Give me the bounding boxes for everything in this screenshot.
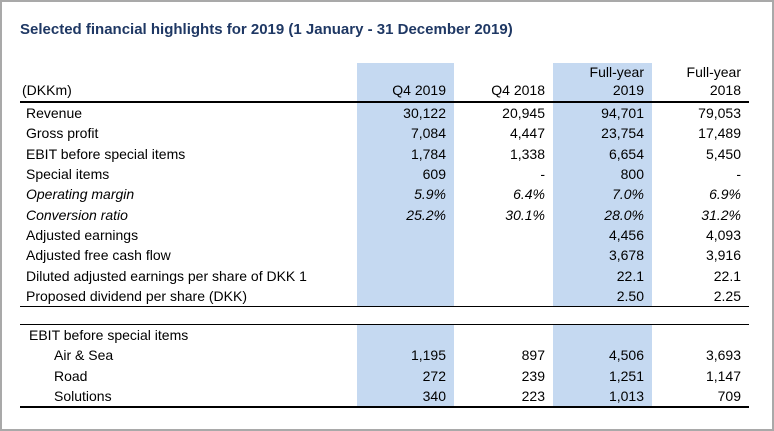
cell-value: 20,945 [502, 105, 545, 122]
table-row [20, 102, 749, 123]
table-row [20, 386, 749, 407]
cell-value [652, 324, 749, 345]
separator-row [20, 306, 749, 324]
cell-value [553, 324, 652, 345]
table-row [20, 366, 749, 386]
column-header-q4-2018: Q4 2018 [454, 63, 553, 102]
cell-value [454, 324, 553, 345]
cell-value: 897 [521, 347, 545, 364]
cell-value: 3,916 [705, 247, 741, 264]
cell-value: 1,784 [410, 145, 446, 162]
section-header-row [20, 324, 749, 345]
table-row [20, 265, 749, 285]
cell-value: 800 [620, 166, 644, 183]
cell-value: 7.0% [612, 186, 644, 203]
table-row [20, 184, 749, 204]
cell-value: 223 [454, 386, 553, 407]
cell-value: 22.1 [616, 267, 644, 284]
unit-label: (DKKm) [22, 82, 72, 98]
row-label: Solutions [20, 386, 357, 407]
column-header-fullyear-2019: Full-year 2019 [553, 63, 652, 102]
cell-value: 28.0% [604, 206, 644, 223]
table-body [20, 102, 749, 407]
cell-value: 340 [357, 386, 454, 407]
column-header-fullyear-2018: Full-year 2018 [652, 63, 749, 102]
cell-value: 94,701 [601, 105, 644, 122]
cell-value: 4,506 [608, 347, 644, 364]
cell-value: 1,251 [608, 367, 644, 384]
row-label: Adjusted earnings [26, 226, 139, 243]
table-row [20, 144, 749, 164]
cell-value: 30,122 [403, 105, 446, 122]
cell-value: 79,053 [698, 105, 741, 122]
cell-value [357, 286, 454, 307]
cell-value [357, 265, 454, 285]
cell-value: - [540, 166, 545, 183]
cell-value: 31.2% [701, 206, 741, 223]
cell-value: 22.1 [713, 267, 741, 284]
header-row [20, 63, 749, 102]
cell-value [454, 225, 553, 245]
cell-value [357, 324, 454, 345]
cell-value: 3,678 [608, 247, 644, 264]
row-label: Proposed dividend per share (DKK) [20, 286, 357, 307]
cell-value: 5,450 [705, 145, 741, 162]
cell-value: 6.4% [513, 186, 545, 203]
financial-highlights-table [20, 63, 749, 408]
table-row [20, 164, 749, 184]
cell-value: 6,654 [608, 145, 644, 162]
table-row [20, 225, 749, 245]
cell-value: 23,754 [601, 125, 644, 142]
cell-value: 7,084 [410, 125, 446, 142]
cell-value: 1,338 [509, 145, 545, 162]
column-header-q4-2019: Q4 2019 [357, 63, 454, 102]
cell-value: 25.2% [406, 206, 446, 223]
cell-value: 709 [652, 386, 749, 407]
cell-value: 4,447 [509, 125, 545, 142]
cell-value [357, 245, 454, 265]
row-label: Road [54, 367, 88, 384]
column-header-unit [20, 63, 357, 102]
cell-value: 3,693 [705, 347, 741, 364]
cell-value: 239 [521, 367, 545, 384]
table-row [20, 245, 749, 265]
row-label: Conversion ratio [26, 206, 128, 223]
cell-value: 4,456 [608, 226, 644, 243]
row-label: EBIT before special items [29, 327, 189, 344]
row-label: Special items [26, 166, 110, 183]
cell-value: 17,489 [698, 125, 741, 142]
row-label: Diluted adjusted earnings per share of DKK 1 [26, 267, 307, 284]
cell-value: 609 [422, 166, 446, 183]
cell-value: 5.9% [414, 186, 446, 203]
cell-value: 1,195 [410, 347, 446, 364]
cell-value [454, 265, 553, 285]
row-label: Operating margin [26, 186, 135, 203]
cell-value: 6.9% [709, 186, 741, 203]
table-row [20, 123, 749, 143]
cell-value: 1,013 [553, 386, 652, 407]
row-label: EBIT before special items [26, 145, 186, 162]
cell-value [454, 286, 553, 307]
cell-value: 30.1% [505, 206, 545, 223]
cell-value: 4,093 [705, 226, 741, 243]
cell-value: - [736, 166, 741, 183]
cell-value: 2.50 [553, 286, 652, 307]
table-row [20, 345, 749, 365]
cell-value: 2.25 [652, 286, 749, 307]
separator-cell [20, 306, 749, 324]
page-title: Selected financial highlights for 2019 (1 January - 31 December 2019) [20, 21, 513, 38]
row-label: Revenue [26, 105, 83, 122]
cell-value: 272 [422, 367, 446, 384]
table-row [20, 286, 749, 307]
cell-value [357, 225, 454, 245]
cell-value [454, 245, 553, 265]
row-label: Adjusted free cash flow [26, 247, 171, 264]
cell-value: 1,147 [705, 367, 741, 384]
row-label: Gross profit [26, 125, 99, 142]
row-label: Air & Sea [54, 347, 114, 364]
table-row [20, 204, 749, 224]
